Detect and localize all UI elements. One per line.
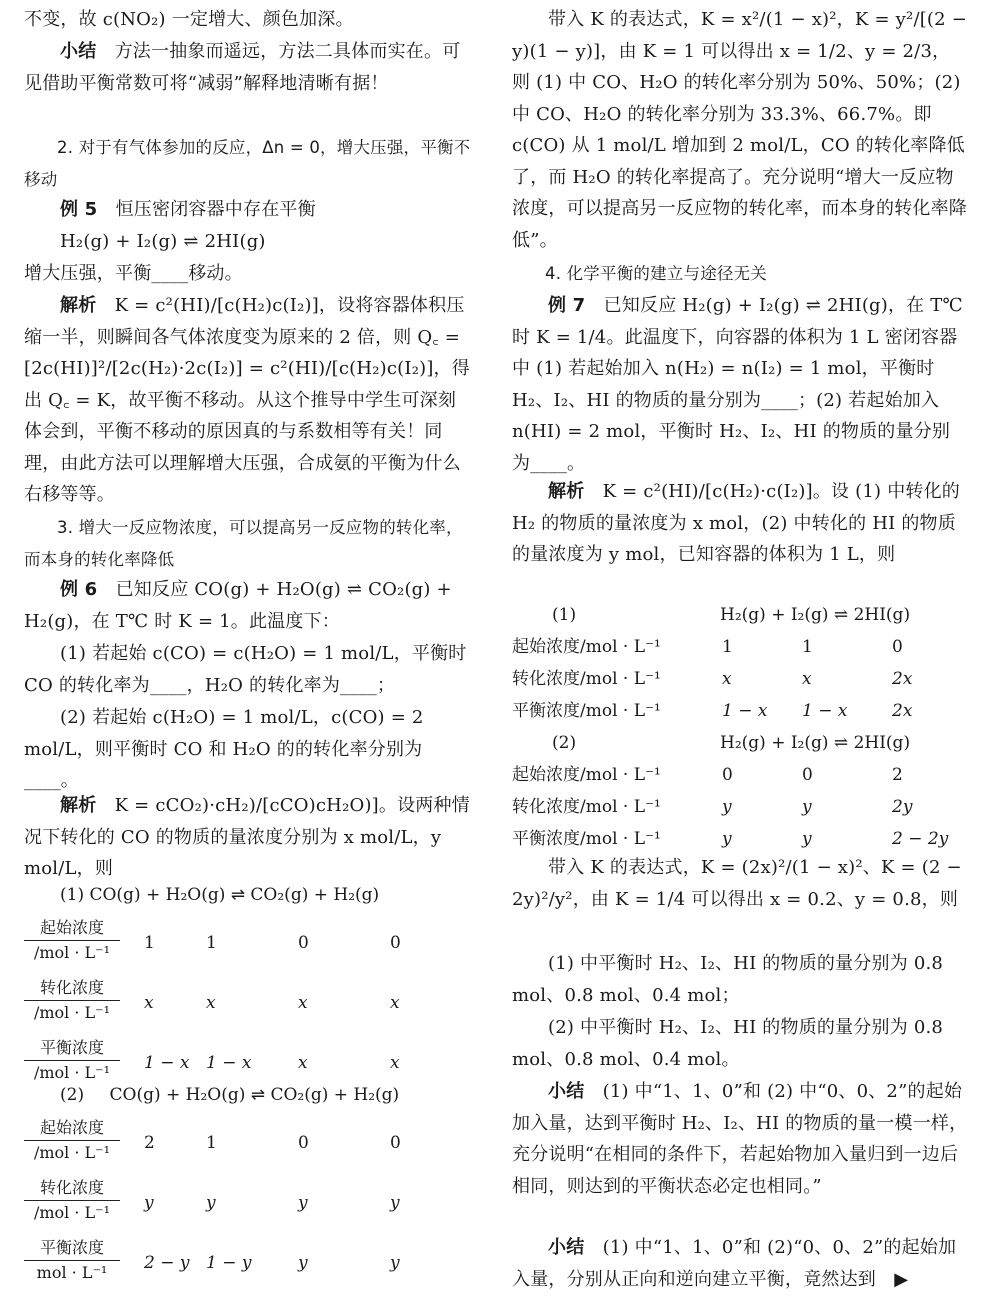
equation: H₂(g) + I₂(g) ⇌ 2HI(g) (60, 231, 266, 252)
reactants: CO(g) + H₂O(g) (109, 1085, 246, 1105)
table-cell: x (722, 669, 732, 689)
row-label: 平衡浓度/mol · L⁻¹ (512, 829, 661, 849)
table-cell: x (390, 1053, 400, 1073)
question-text: 增大压强，平衡____移动。 (24, 263, 243, 284)
summary-paragraph (512, 1076, 968, 1202)
row-label-name: 转化浓度 (24, 976, 120, 1001)
result-2: (2) 中平衡时 H₂、I₂、HI 的物质的量分别为 0.8 mol、0.8 mol、0.4 mol。 (512, 1017, 949, 1070)
analysis-paragraph (24, 290, 472, 511)
row-label: 转化浓度/mol · L⁻¹ (512, 797, 661, 817)
table-cell: x (206, 993, 216, 1013)
table-cell: 2 (144, 1133, 155, 1153)
analysis-label: 解析 (60, 295, 97, 316)
question-2: (2) 若起始 c(H₂O) = 1 mol/L，c(CO) = 2 mol/L，则平衡时 CO 和 H₂O 的的转化率分别为____。 (24, 707, 430, 791)
table-cell: 0 (892, 637, 903, 657)
table-cell: 0 (802, 765, 813, 785)
summary-label: 小结 (60, 41, 97, 62)
section-heading: 3. 增大一反应物浓度，可以提高另一反应物的转化率，而本身的转化率降低 (24, 518, 463, 569)
summary-text: (1) 中“1、1、0”和 (2) 中“0、0、2”的起始加入量，达到平衡时 H₂、I₂、HI 的物质的量一模一样，充分说明“在相同的条件下，若起始物加入量归到一边后相同，则达到的平衡状态必定也相同。” (512, 1081, 968, 1197)
table-row (24, 976, 472, 1028)
summary-text: 方法一抽象而遥远，方法二具体而实在。可见借助平衡常数可将“减弱”解释地清晰有据！ (24, 41, 461, 94)
table-cell: 0 (298, 933, 309, 953)
analysis-paragraph (24, 790, 472, 885)
equilibrium-arrow: ⇌ (250, 1085, 266, 1105)
summary-text: (1) 中“1、1、0”和 (2)“0、0、2”的起始加入量，分别从正向和逆向建立平衡，竟然达到 (512, 1237, 957, 1290)
table-cell: 2y (892, 797, 913, 817)
summary-paragraph (512, 1232, 968, 1295)
table-cell: 1 − x (206, 1053, 252, 1073)
table-cell: y (722, 829, 732, 849)
table-cell: 1 − x (802, 701, 848, 721)
row-label-name: 平衡浓度 (24, 1236, 120, 1261)
table-cell: 1 (802, 637, 813, 657)
row-label (24, 916, 120, 965)
result-1: (1) 中平衡时 H₂、I₂、HI 的物质的量分别为 0.8 mol、0.8 mol、0.4 mol； (512, 953, 949, 1006)
table-cell: 1 (722, 637, 733, 657)
table-cell: y (390, 1253, 400, 1273)
table-cell: 2x (892, 701, 913, 721)
reaction-equation: H₂(g) + I₂(g) ⇌ 2HI(g) (720, 605, 911, 625)
table-row (24, 1236, 472, 1288)
example-label: 例 5 (60, 199, 98, 220)
example-text: 已知反应 H₂(g) + I₂(g) ⇌ 2HI(g)，在 T℃ 时 K = 1/4。此温度下，向容器的体积为 1 L 密闭容器中 (1) 若起始加入 n(H₂) = n(I₂) = 1 mol，平衡时 H₂、I₂、HI 的物质的量分别为____；(2) 若起始加入 n(HI) = 2 mol，平衡时 H₂、I₂、HI 的物质的量分别为____。 (512, 295, 969, 474)
table-cell: y (722, 797, 732, 817)
case-label: (2) (552, 733, 577, 753)
example-label: 例 7 (548, 295, 586, 316)
table-cell: x (390, 993, 400, 1013)
analysis-text: K = c²(HI)/[c(H₂)·c(I₂)]。设 (1) 中转化的 H₂ 的物质的量浓度为 x mol，(2) 中转化的 HI 的物质的量浓度为 y mol，已知容器的体积为 1 L，则 (512, 481, 966, 565)
row-label (24, 1236, 120, 1285)
row-label-unit: /mol · L⁻¹ (33, 1143, 111, 1162)
table-cell: y (206, 1193, 216, 1213)
table-cell: y (298, 1253, 308, 1273)
row-label (24, 1116, 120, 1165)
case-label: (2) (60, 1085, 85, 1105)
table-cell: x (144, 993, 154, 1013)
analysis-paragraph (512, 476, 968, 571)
question-1: (1) 若起始 c(CO) = c(H₂O) = 1 mol/L，平衡时 CO 的转化率为____，H₂O 的转化率为____； (24, 643, 473, 696)
analysis-label: 解析 (60, 795, 97, 816)
table-cell: x (802, 669, 812, 689)
section-heading: 4. 化学平衡的建立与途径无关 (545, 264, 767, 283)
table-cell: y (802, 797, 812, 817)
table-cell: y (298, 1193, 308, 1213)
table-header (60, 1080, 399, 1110)
table-cell: 1 − x (144, 1053, 190, 1073)
table-cell: 1 − y (206, 1253, 252, 1273)
row-label-name: 平衡浓度 (24, 1036, 120, 1061)
example-text: 已知反应 CO(g) + H₂O(g) ⇌ CO₂(g) + H₂(g)，在 T℃ 时 K = 1。此温度下： (24, 579, 458, 632)
products: CO₂(g) + H₂(g) (270, 1085, 400, 1105)
paragraph: 不变，故 c(NO₂) 一定增大、颜色加深。 (24, 9, 354, 30)
row-label-name: 起始浓度 (24, 1116, 120, 1141)
row-label-unit: mol · L⁻¹ (36, 1263, 108, 1282)
table-cell: 2 − y (144, 1253, 190, 1273)
row-label-name: 起始浓度 (24, 916, 120, 941)
example-text: 恒压密闭容器中存在平衡 (115, 199, 316, 220)
case-label: (1) (552, 605, 577, 625)
table-cell: 1 − x (722, 701, 768, 721)
table-row (24, 1116, 472, 1168)
table-cell: y (144, 1193, 154, 1213)
table-cell: 0 (390, 1133, 401, 1153)
table-cell: y (802, 829, 812, 849)
table-cell: 2 (892, 765, 903, 785)
example-label: 例 6 (60, 579, 98, 600)
reaction-equation: H₂(g) + I₂(g) ⇌ 2HI(g) (720, 733, 911, 753)
row-label-unit: /mol · L⁻¹ (33, 1003, 111, 1022)
table-header (60, 880, 379, 910)
summary-label: 小结 (548, 1081, 585, 1102)
products: CO₂(g) + H₂(g) (250, 885, 380, 905)
row-label: 起始浓度/mol · L⁻¹ (512, 765, 661, 785)
row-label: 起始浓度/mol · L⁻¹ (512, 637, 661, 657)
table-cell: x (298, 1053, 308, 1073)
section-heading: 2. 对于有气体参加的反应，Δn = 0，增大压强，平衡不移动 (24, 138, 471, 189)
continue-arrow-icon: ▶ (894, 1268, 909, 1290)
row-label-unit: /mol · L⁻¹ (33, 1203, 111, 1222)
table-cell: 0 (390, 933, 401, 953)
example-6 (24, 574, 472, 637)
table-cell: 0 (722, 765, 733, 785)
example-5 (24, 194, 472, 226)
paragraph: 带入 K 的表达式，K = x²/(1 − x)²，K = y²/[(2 − y)(1 − y)]，由 K = 1 可以得出 x = 1/2、y = 2/3，则 (1) 中 CO、H₂O 的转化率分别为 50%、50%；(2) 中 CO、H₂O 的转化率分别为 33.3%、66.7%。即 c(CO) 从 1 mol/L 增加到 2 mol/L，CO 的转化率降低了，而 H₂O 的转化率提高了。充分说明“增大一反应物浓度，可以提高另一反应物的转化率，而本身的转化率降低”。 (512, 9, 973, 251)
analysis-label: 解析 (548, 481, 585, 502)
table-cell: 0 (298, 1133, 309, 1153)
table-row (24, 916, 472, 968)
table-cell: x (298, 993, 308, 1013)
row-label: 平衡浓度/mol · L⁻¹ (512, 701, 661, 721)
row-label-unit: /mol · L⁻¹ (33, 1063, 111, 1082)
equilibrium-arrow: ⇌ (230, 885, 246, 905)
table-cell: 2 − 2y (892, 829, 949, 849)
table-cell: 1 (144, 933, 155, 953)
row-label (24, 1176, 120, 1225)
example-7 (512, 290, 968, 479)
paragraph: 带入 K 的表达式，K = (2x)²/(1 − x)²、K = (2 − 2y)²/y²，由 K = 1/4 可以得出 x = 0.2、y = 0.8，则 (512, 857, 968, 910)
analysis-text: K = c²(HI)/[c(H₂)c(I₂)]，设将容器体积压缩一半，则瞬间各气体浓度变为原来的 2 倍，则 Q꜀ = [2c(HI)]²/[2c(H₂)·2c(I₂)] = c²(HI)/[c(H₂)c(I₂)]，得出 Q꜀ = K，故平衡不移动。从这个推导中学生可深刻体会到，平衡不移动的原因真的与系数相等有关！同理，由此方法可以理解增大压强，合成氨的平衡为什么右移等等。 (24, 295, 470, 505)
table-cell: 2x (892, 669, 913, 689)
row-label: 转化浓度/mol · L⁻¹ (512, 669, 661, 689)
table-row (24, 1176, 472, 1228)
table-cell: 1 (206, 1133, 217, 1153)
row-label (24, 976, 120, 1025)
summary-label: 小结 (548, 1237, 585, 1258)
reactants: (1) CO(g) + H₂O(g) (60, 885, 226, 905)
analysis-text: K = cCO₂)·cH₂)/[cCO)cH₂O)]。设两种情况下转化的 CO 的物质的量浓度分别为 x mol/L，y mol/L，则 (24, 795, 470, 879)
table-cell: 1 (206, 933, 217, 953)
row-label-name: 转化浓度 (24, 1176, 120, 1201)
summary-paragraph (24, 36, 472, 99)
row-label (24, 1036, 120, 1085)
row-label-unit: /mol · L⁻¹ (33, 943, 111, 962)
table-cell: y (390, 1193, 400, 1213)
